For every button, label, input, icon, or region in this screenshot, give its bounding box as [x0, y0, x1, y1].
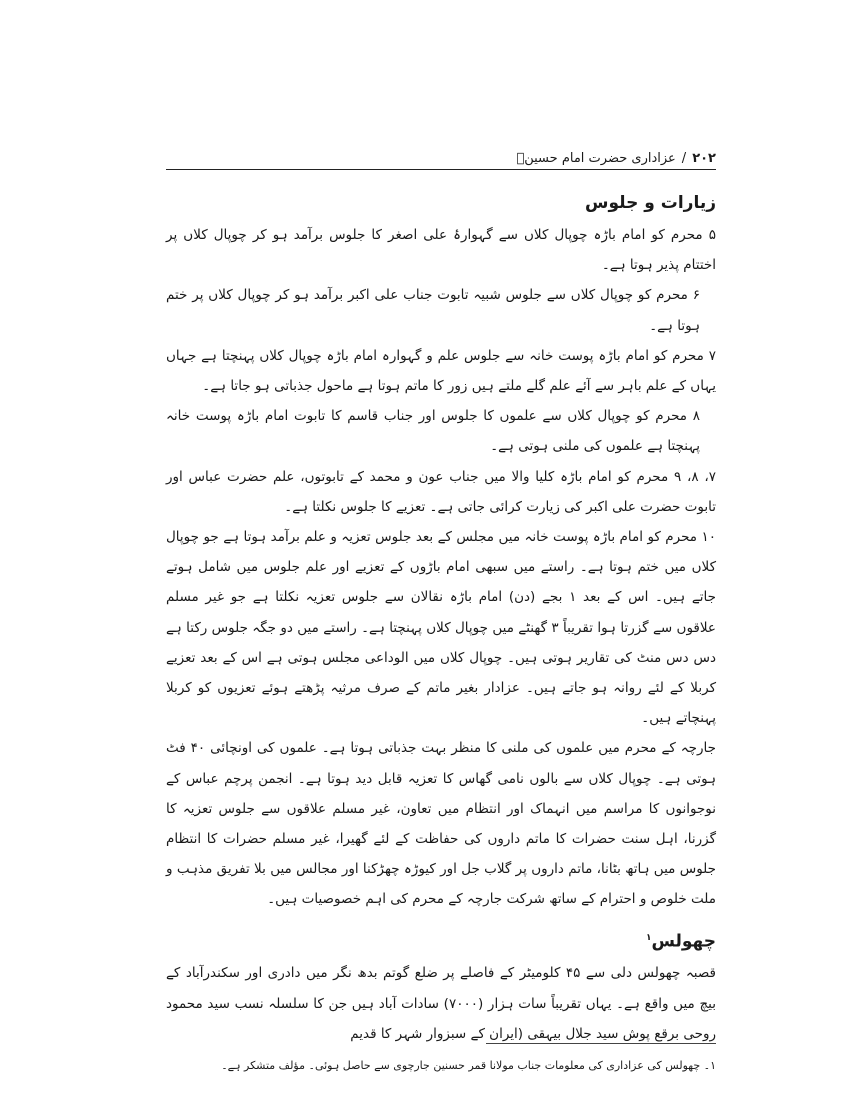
header-title: عزاداری حضرت امام حسینؑ: [516, 150, 676, 166]
page-number: ۲۰۲: [692, 150, 716, 166]
paragraph-muharram-6: ۶ محرم کو چوپال کلاں سے جلوس شبیہ تابوت جناب علی اکبر برآمد ہو کر چوپال کلاں پر ختم ہوتا ہے۔: [166, 287, 700, 334]
body-text: [166, 186, 716, 1049]
chholas-heading-text: چھولس: [651, 931, 716, 952]
footnote-marker: ۱۔: [703, 1059, 716, 1072]
paragraph-jarcha-features: جارچہ کے محرم میں علموں کی ملنی کا منظر بہت جذباتی ہوتا ہے۔ علموں کی اونچائی ۴۰ فٹ ہوتی ہے۔ چوپال کلاں سے بالوں نامی گھاس کا تعزیہ قابل دید ہوتا ہے۔ انجمن پرچم عباس کے نوجوانوں کا مراسم میں انہماک اور انتظام میں تعاون، غیر مسلم علاقوں سے جلوس تعزیہ کا گزرنا، اہل سنت حضرات کا ماتم داروں کی حفاظت کے لئے گھیرا، غیر مسلم حضرات کا انتظام جلوس میں ہاتھ بٹانا، ماتم داروں پر گلاب جل اور کیوڑہ چھڑکنا اور مجالس میں بلا تفریق مذہب و ملت خلوص و احترام کے ساتھ شرکت جارچہ کے محرم کی اہم خصوصیات ہیں۔: [166, 740, 716, 908]
paragraph-chholas-intro: قصبہ چھولس دلی سے ۴۵ کلومیٹر کے فاصلے پر ضلع گوتم بدھ نگر میں دادری اور سکندرآباد کے بیچ میں واقع ہے۔ یہاں تقریباً سات ہزار (۷۰۰۰) سادات آباد ہیں جن کا سلسلہ نسب سید محمود روحی برقع پوش سید جلال بیہقی (ایران کے سبزوار شہر کا قدیم: [166, 965, 717, 1042]
footnote: [166, 1058, 716, 1074]
paragraph-muharram-8: ۸ محرم کو چوپال کلاں سے علموں کا جلوس اور جناب قاسم کا تابوت امام باڑہ پوست خانہ پہنچتا ہے علموں کی ملنی ہوتی ہے۔: [166, 408, 700, 455]
paragraph-muharram-5: ۵ محرم کو امام باڑہ چوپال کلاں سے گہوارۂ علی اصغر کا جلوس برآمد ہو کر چوپال کلاں پر اختتام پذیر ہوتا ہے۔: [166, 227, 716, 274]
header-separator: /: [681, 150, 687, 166]
footnote-ref: ۱: [645, 932, 652, 943]
footnote-rule: [486, 1043, 716, 1044]
paragraph-muharram-10: ۱۰ محرم کو امام باڑہ پوست خانہ میں مجلس کے بعد جلوس تعزیہ و علم برآمد ہوتا ہے جو چوپال کلاں میں ختم ہوتا ہے۔ راستے میں سبھی امام باڑوں کے تعزیے اور علم جلوس میں شامل ہوتے جاتے ہیں۔ اس کے بعد ۱ بجے (دن) امام باڑہ نقالان سے جلوس تعزیہ نکلتا ہے جو غیر مسلم علاقوں سے گزرتا ہوا تقریباً ۳ گھنٹے میں چوپال کلاں پہنچتا ہے۔ راستے میں دو جگہ جلوس رکتا ہے دس دس منٹ کی تقاریر ہوتی ہیں۔ چوپال کلاں میں الوداعی مجلس ہوتی ہے اس کے بعد تعزیے کربلا کے لئے روانہ ہو جاتے ہیں۔ عزادار بغیر ماتم کے صرف مرثیہ پڑھتے ہوئے تعزیوں کو کربلا پہنچاتے ہیں۔: [166, 529, 716, 727]
paragraph-muharram-7: ۷ محرم کو امام باڑہ پوست خانہ سے جلوس علم و گہوارہ امام باڑہ چوپال کلاں پہنچتا ہے جہاں یہاں کے علم باہر سے آئے علم گلے ملتے ہیں زور کا ماتم ہوتا ہے ماحول جذباتی ہو جاتا ہے۔: [166, 347, 716, 395]
section-heading-ziyarat: زیارات و جلوس: [585, 193, 716, 213]
paragraph-muharram-7-8-9: ۷، ۸، ۹ محرم کو امام باڑہ کلیا والا میں جناب عون و محمد کے تابوتوں، علم حضرت عباس اور تابوت حضرت علی اکبر کی زیارت کرائی جاتی ہے۔ تعزیے کا جلوس نکلتا ہے۔: [166, 468, 716, 515]
section-heading-chholas: [166, 921, 716, 959]
footnote-text: چھولس کی عزاداری کی معلومات جناب مولانا قمر حسنین جارچوی سے حاصل ہوئی۔ مؤلف متشکر ہے۔: [221, 1059, 701, 1072]
running-header: [166, 147, 716, 169]
header-rule: [166, 169, 716, 170]
